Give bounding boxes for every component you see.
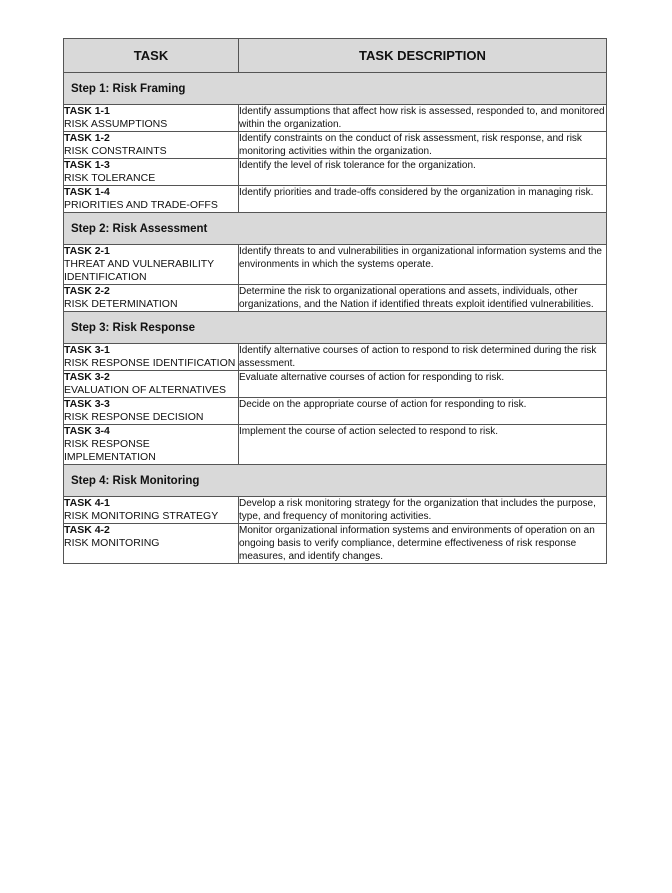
task-description: Monitor organizational information systems and environments of operation on an ongoing basis to verify compliance, determine effectiveness of risk response measures, and identify changes.	[239, 524, 607, 564]
task-name: RISK TOLERANCE	[64, 172, 156, 184]
table-row	[64, 371, 607, 398]
task-cell	[64, 371, 239, 398]
task-cell	[64, 245, 239, 285]
task-description: Identify assumptions that affect how risk is assessed, responded to, and monitored within the organization.	[239, 106, 605, 130]
task-cell	[64, 285, 239, 312]
task-description: Determine the risk to organizational operations and assets, individuals, other organizations, and the Nation if identified threats exploit identified vulnerabilities.	[239, 285, 607, 312]
table-row	[64, 344, 607, 371]
step-row	[64, 73, 607, 105]
task-id: TASK 3-4	[64, 425, 110, 437]
table-body	[64, 73, 607, 564]
step-title: Step 2: Risk Assessment	[64, 213, 607, 245]
task-cell	[64, 398, 239, 425]
task-description: Evaluate alternative courses of action for responding to risk.	[239, 371, 607, 398]
table-row	[64, 285, 607, 312]
task-description: Develop a risk monitoring strategy for the organization that includes the purpose, type, and frequency of monitoring activities.	[239, 497, 607, 524]
table-header-row	[64, 39, 607, 73]
task-id: TASK 3-2	[64, 371, 110, 383]
task-cell	[64, 132, 239, 159]
column-header-task: TASK	[64, 39, 239, 73]
step-row	[64, 213, 607, 245]
task-name: RISK MONITORING STRATEGY	[64, 510, 219, 522]
task-description: Decide on the appropriate course of action for responding to risk.	[239, 398, 607, 425]
table-row	[64, 105, 607, 132]
task-id: TASK 3-1	[64, 344, 110, 356]
step-row	[64, 465, 607, 497]
task-name: RISK RESPONSE DECISION	[64, 411, 204, 423]
task-name: RISK ASSUMPTIONS	[64, 118, 168, 130]
table-row	[64, 497, 607, 524]
task-cell	[64, 425, 239, 465]
risk-management-tasks-table	[63, 38, 607, 564]
task-cell	[64, 344, 239, 371]
task-name: RISK DETERMINATION	[64, 298, 178, 310]
task-description: Identify alternative courses of action to respond to risk determined during the risk assessment.	[239, 344, 607, 371]
table-row	[64, 186, 607, 213]
task-description: Implement the course of action selected to respond to risk.	[239, 425, 607, 465]
step-title: Step 1: Risk Framing	[64, 73, 607, 105]
task-cell	[64, 159, 239, 186]
task-description: Identify the level of risk tolerance for the organization.	[239, 159, 607, 186]
task-name: EVALUATION OF ALTERNATIVES	[64, 384, 227, 396]
table-row	[64, 398, 607, 425]
task-id: TASK 4-1	[64, 497, 110, 509]
task-id: TASK 4-2	[64, 524, 110, 536]
task-cell	[64, 186, 239, 213]
table-row	[64, 425, 607, 465]
task-name: PRIORITIES AND TRADE-OFFS	[64, 199, 218, 211]
table-row	[64, 132, 607, 159]
step-row	[64, 312, 607, 344]
task-name: THREAT AND VULNERABILITY IDENTIFICATION	[64, 258, 214, 283]
column-header-task-description: TASK DESCRIPTION	[239, 39, 607, 73]
task-id: TASK 1-1	[64, 105, 110, 117]
step-title: Step 3: Risk Response	[64, 312, 607, 344]
task-id: TASK 2-2	[64, 285, 110, 297]
task-description: Identify priorities and trade-offs considered by the organization in managing risk.	[239, 186, 607, 213]
table-row	[64, 524, 607, 564]
task-id: TASK 2-1	[64, 245, 110, 257]
task-cell	[64, 105, 239, 132]
task-name: RISK RESPONSE IDENTIFICATION	[64, 357, 236, 369]
task-name: RISK MONITORING	[64, 537, 160, 549]
task-id: TASK 3-3	[64, 398, 110, 410]
task-description: Identify constraints on the conduct of risk assessment, risk response, and risk monitoring activities within the organization.	[239, 132, 607, 159]
task-cell	[64, 524, 239, 564]
task-description: Identify threats to and vulnerabilities in organizational information systems and the environments in which the systems operate.	[239, 245, 607, 285]
task-id: TASK 1-4	[64, 186, 110, 198]
table-row	[64, 245, 607, 285]
task-cell	[64, 497, 239, 524]
table-row	[64, 159, 607, 186]
step-title: Step 4: Risk Monitoring	[64, 465, 607, 497]
task-name: RISK CONSTRAINTS	[64, 145, 167, 157]
task-name: RISK RESPONSE IMPLEMENTATION	[64, 438, 156, 463]
task-id: TASK 1-2	[64, 132, 110, 144]
task-id: TASK 1-3	[64, 159, 110, 171]
